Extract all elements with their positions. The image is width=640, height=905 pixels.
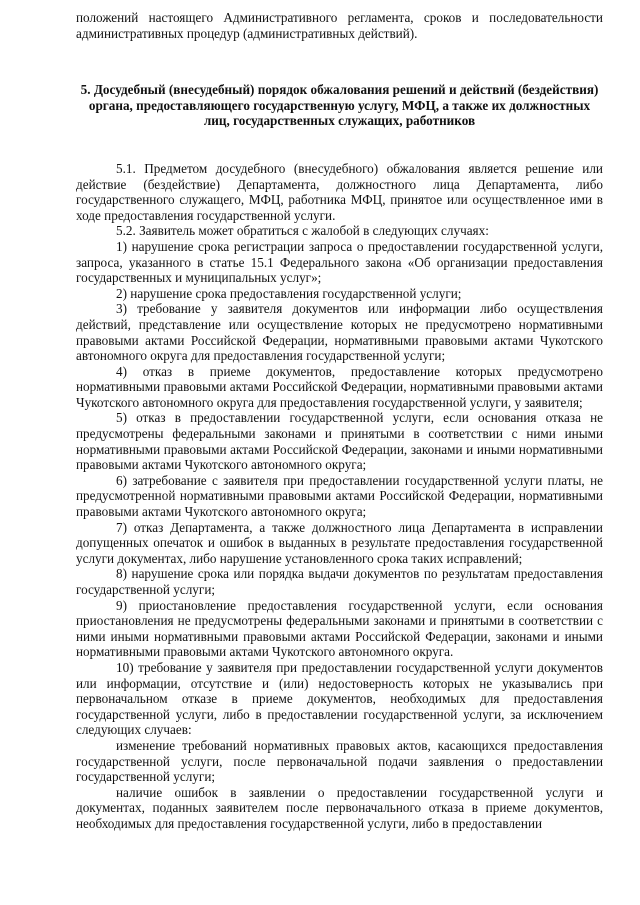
- list-item: 5) отказ в предоставлении государственной услуги, если основания отказа не предусмотрены федеральными законами и принятыми в соответствии с ними иными нормативными правовыми актами Российской Федерации, законами и иными нормативными правовыми актами Чукотского автономного округа;: [76, 410, 603, 473]
- section-title: 5. Досудебный (внесудебный) порядок обжалования решений и действий (бездействия) органа, предоставляющего государственную услугу, МФЦ, а также их должностных лиц, государственных служащих, работников: [80, 82, 599, 129]
- list-item: 4) отказ в приеме документов, предоставление которых предусмотрено нормативными правовыми актами Российской Федерации, нормативными правовыми актами Чукотского автономного округа для предоставления государственной услуги, у заявителя;: [76, 363, 603, 410]
- list-item: 9) приостановление предоставления государственной услуги, если основания приостановления не предусмотрены федеральными законами и принятыми в соответствии с ними иными нормативными правовыми актами Российской Федерации, законами и иными нормативными правовыми актами Чукотского автономного округа.: [76, 597, 603, 660]
- paragraph: 5.2. Заявитель может обратиться с жалобой в следующих случаях:: [116, 223, 489, 239]
- list-item: 8) нарушение срока или порядка выдачи документов по результатам предоставления государственной услуги;: [76, 566, 603, 597]
- document-page: [76, 10, 603, 832]
- list-item: наличие ошибок в заявлении о предоставлении государственной услуги и документах, поданных заявителем после первоначального отказа в приеме документов, необходимых для предоставления государственной услуги, либо в предоставлении: [76, 784, 603, 831]
- list-item: изменение требований нормативных правовых актов, касающихся предоставления государственной услуги, после первоначальной подачи заявления о предоставлении государственной услуги;: [76, 737, 603, 785]
- list-item: 10) требование у заявителя при предоставлении государственной услуги документов или информации, отсутствие и (или) недостоверность которых не указывались при первоначальном отказе в приеме документов, необходимых для предоставления государственной услуги, либо в предоставлении государственной услуги, за исключением следующих случаев:: [76, 659, 603, 738]
- list-item: 3) требование у заявителя документов или информации либо осуществления действий, представление или осуществление которых не предусмотрено нормативными правовыми актами Российской Федерации, нормативными правовыми актами Чукотского автономного округа для предоставления государственной услуги;: [76, 301, 603, 364]
- list-item: 2) нарушение срока предоставления государственной услуги;: [116, 285, 462, 301]
- list-item: 7) отказ Департамента, а также должностного лица Департамента в исправлении допущенных опечаток и ошибок в выданных в результате предоставления государственной услуги документах, либо нарушение установленного срока таких исправлений;: [76, 519, 603, 566]
- list-item: 1) нарушение срока регистрации запроса о предоставлении государственной услуги, запроса, указанного в статье 15.1 Федерального закона «Об организации предоставления государственных и муниципальных услуг»;: [76, 238, 603, 286]
- paragraph: 5.1. Предметом досудебного (внесудебного) обжалования является решение или действие (бездействие) Департамента, должностного лица Департамента, либо государственного служащего, МФЦ, работника МФЦ, принятое или осуществленное ими в ходе предоставления государственной услуги.: [76, 160, 603, 223]
- list-item: 6) затребование с заявителя при предоставлении государственной услуги платы, не предусмотренной нормативными правовыми актами Российской Федерации, нормативными правовыми актами Чукотского автономного округа;: [76, 472, 603, 520]
- intro-text: положений настоящего Административного регламента, сроков и последовательности административных процедур (административных действий).: [76, 10, 603, 41]
